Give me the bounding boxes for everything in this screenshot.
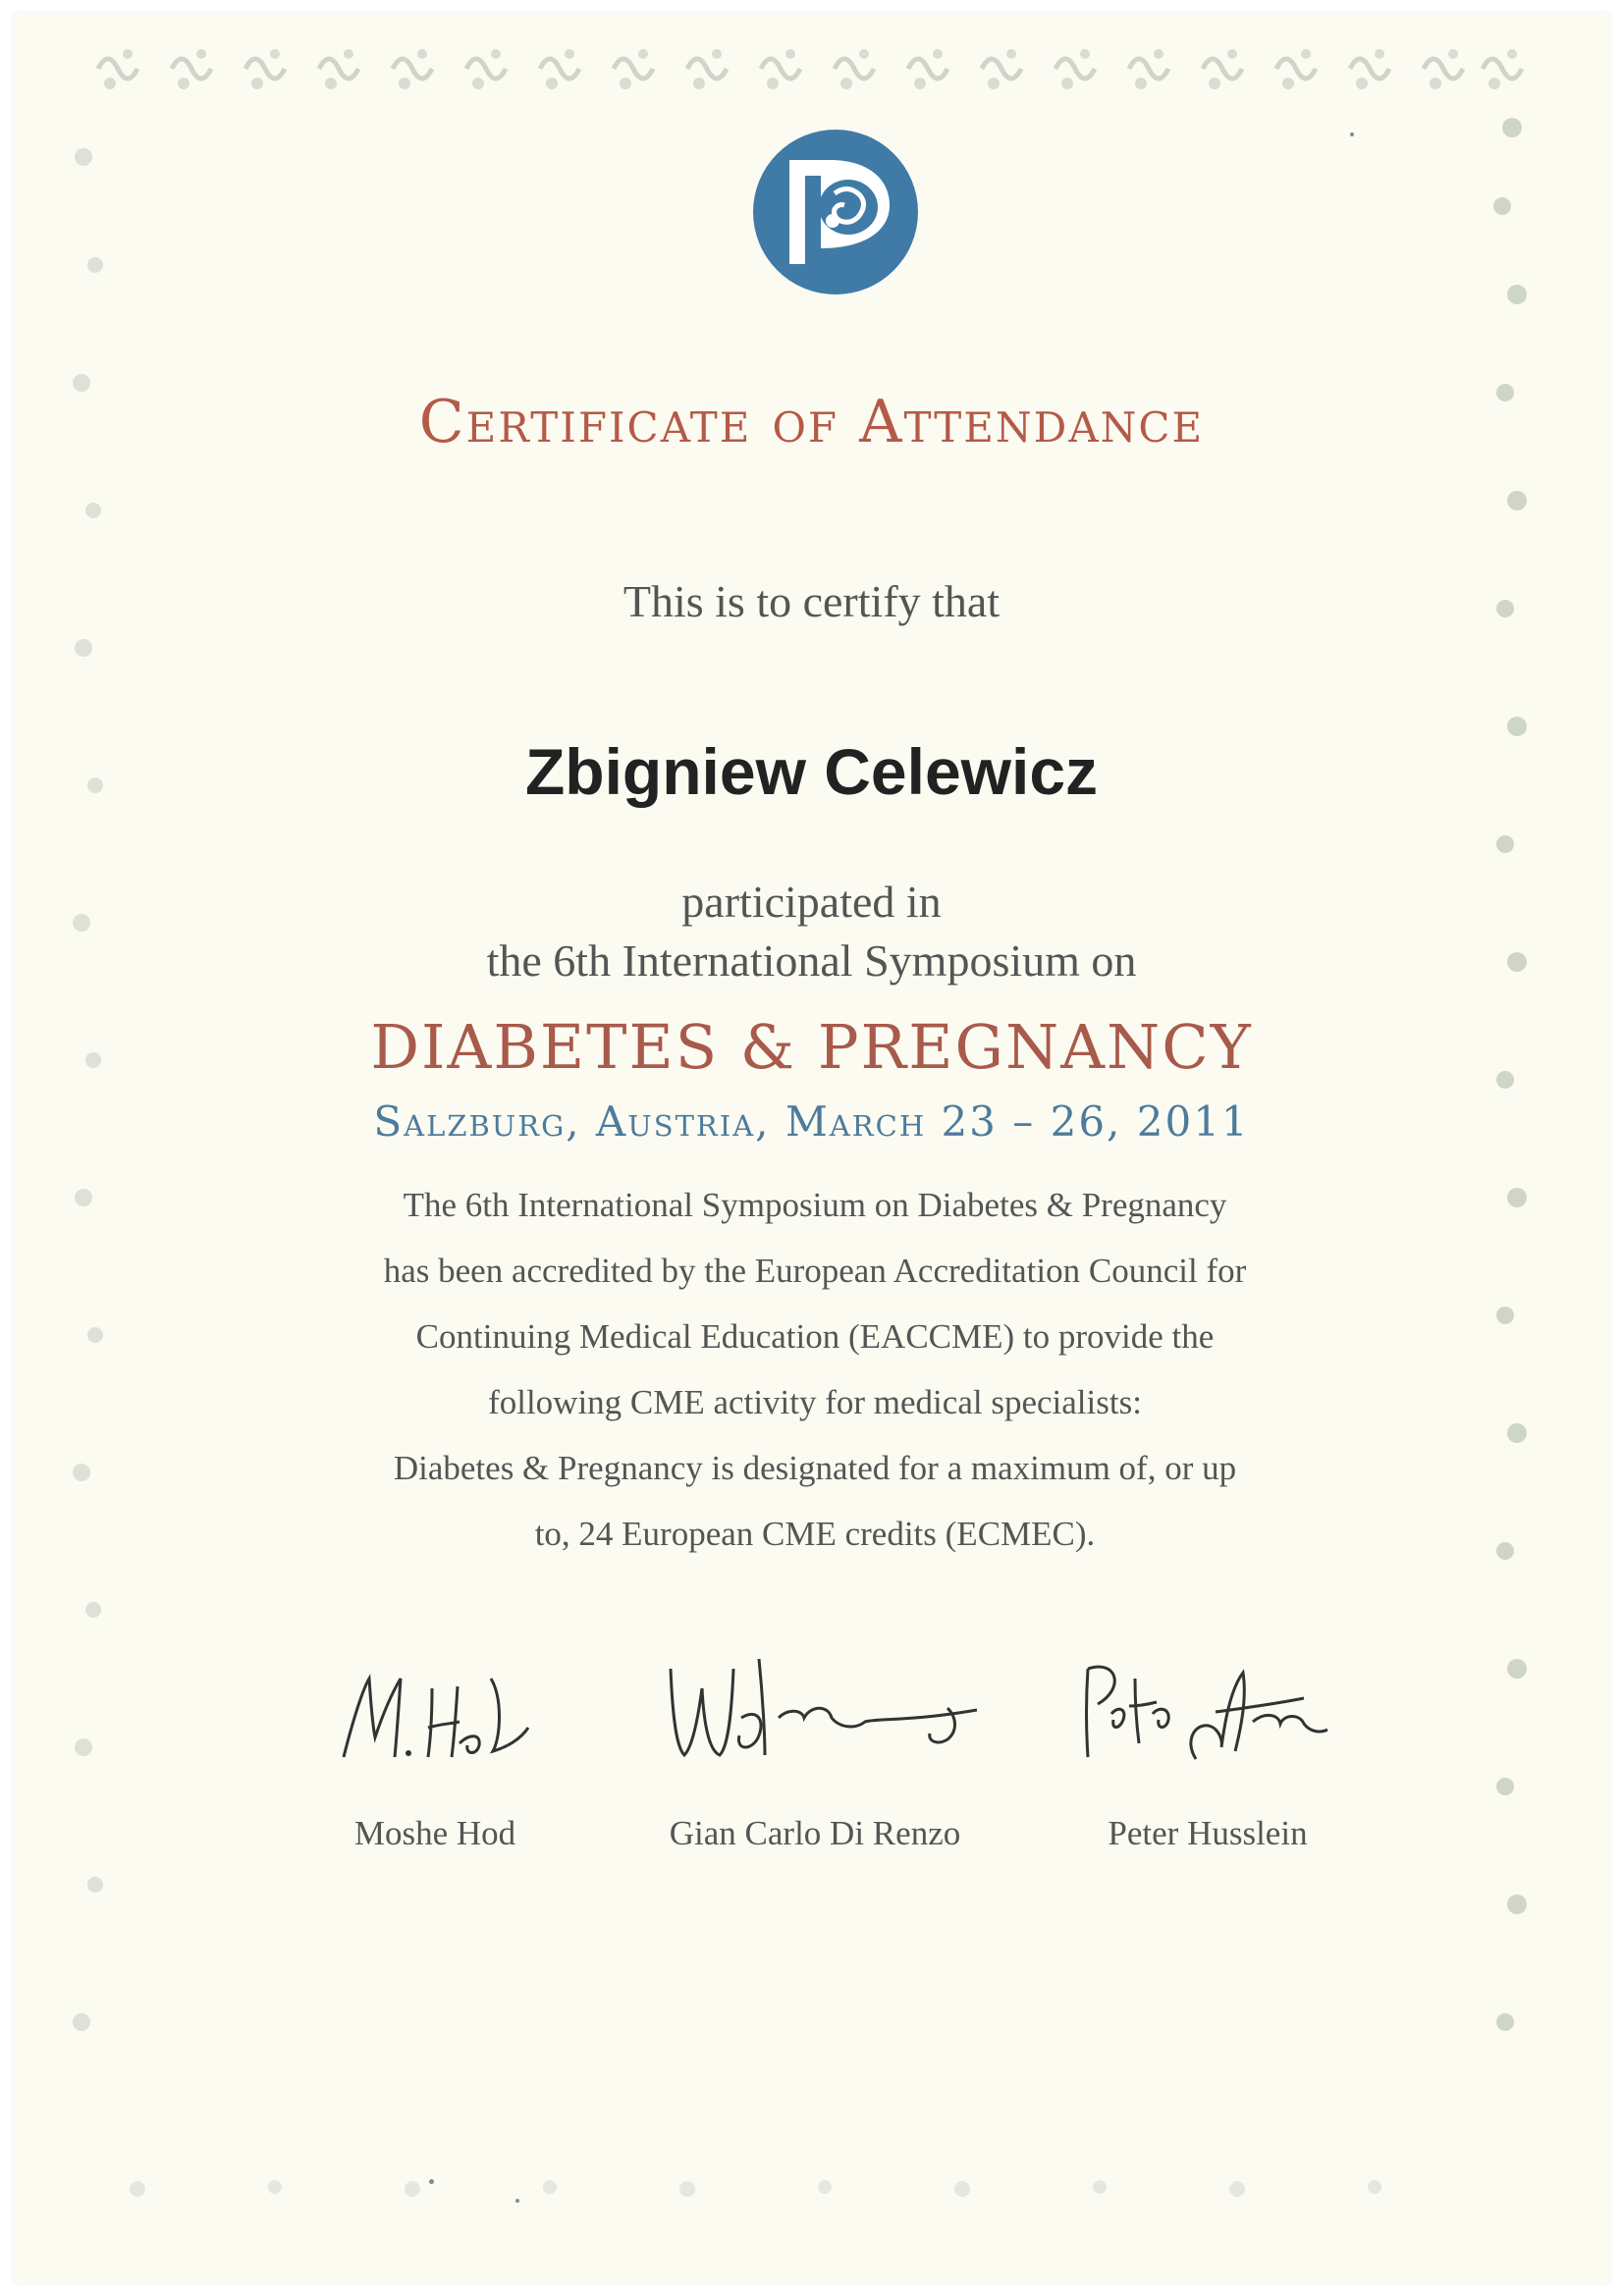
participated-line: participated in: [681, 877, 942, 927]
accreditation-line: The 6th International Symposium on Diabetes & Pregnancy: [403, 1186, 1227, 1224]
certificate-title: Certificate of Attendance: [418, 388, 1205, 456]
signature-peter-husslein: [1078, 1649, 1333, 1777]
event-location-date: Salzburg, Austria, March 23 – 26, 2011: [373, 1097, 1250, 1146]
diabetes-pregnancy-logo-icon: [752, 129, 919, 295]
accreditation-line: following CME activity for medical specialists:: [488, 1383, 1142, 1421]
paper-speck: [429, 2179, 434, 2184]
accreditation-text: [275, 1172, 1355, 1567]
accreditation-line: has been accredited by the European Accreditation Council for: [383, 1252, 1247, 1290]
paper-speck: [1350, 133, 1354, 136]
recipient-name: Zbigniew Celewicz: [524, 735, 1099, 808]
certificate-paper: [14, 14, 1609, 2282]
signature-moshe-hod: [334, 1649, 550, 1777]
accreditation-line: Diabetes & Pregnancy is designated for a maximum of, or up: [393, 1449, 1237, 1487]
signatory-name: Gian Carlo Di Renzo: [669, 1814, 961, 1852]
accreditation-line: Continuing Medical Education (EACCME) to provide the: [415, 1317, 1215, 1356]
signatory-name: Peter Husslein: [1108, 1814, 1308, 1852]
signatory-name: Moshe Hod: [353, 1814, 516, 1852]
signature-gian-carlo-di-renzo: [663, 1649, 987, 1777]
floral-border-top: [79, 29, 1532, 98]
floral-border-bottom: [79, 2160, 1532, 2218]
symposium-line: the 6th International Symposium on: [486, 935, 1137, 986]
certify-line: This is to certify that: [622, 576, 1001, 626]
paper-speck: [515, 2199, 519, 2203]
accreditation-line: to, 24 European CME credits (ECMEC).: [534, 1515, 1096, 1553]
event-name: DIABETES & PREGNANCY: [370, 1011, 1253, 1083]
